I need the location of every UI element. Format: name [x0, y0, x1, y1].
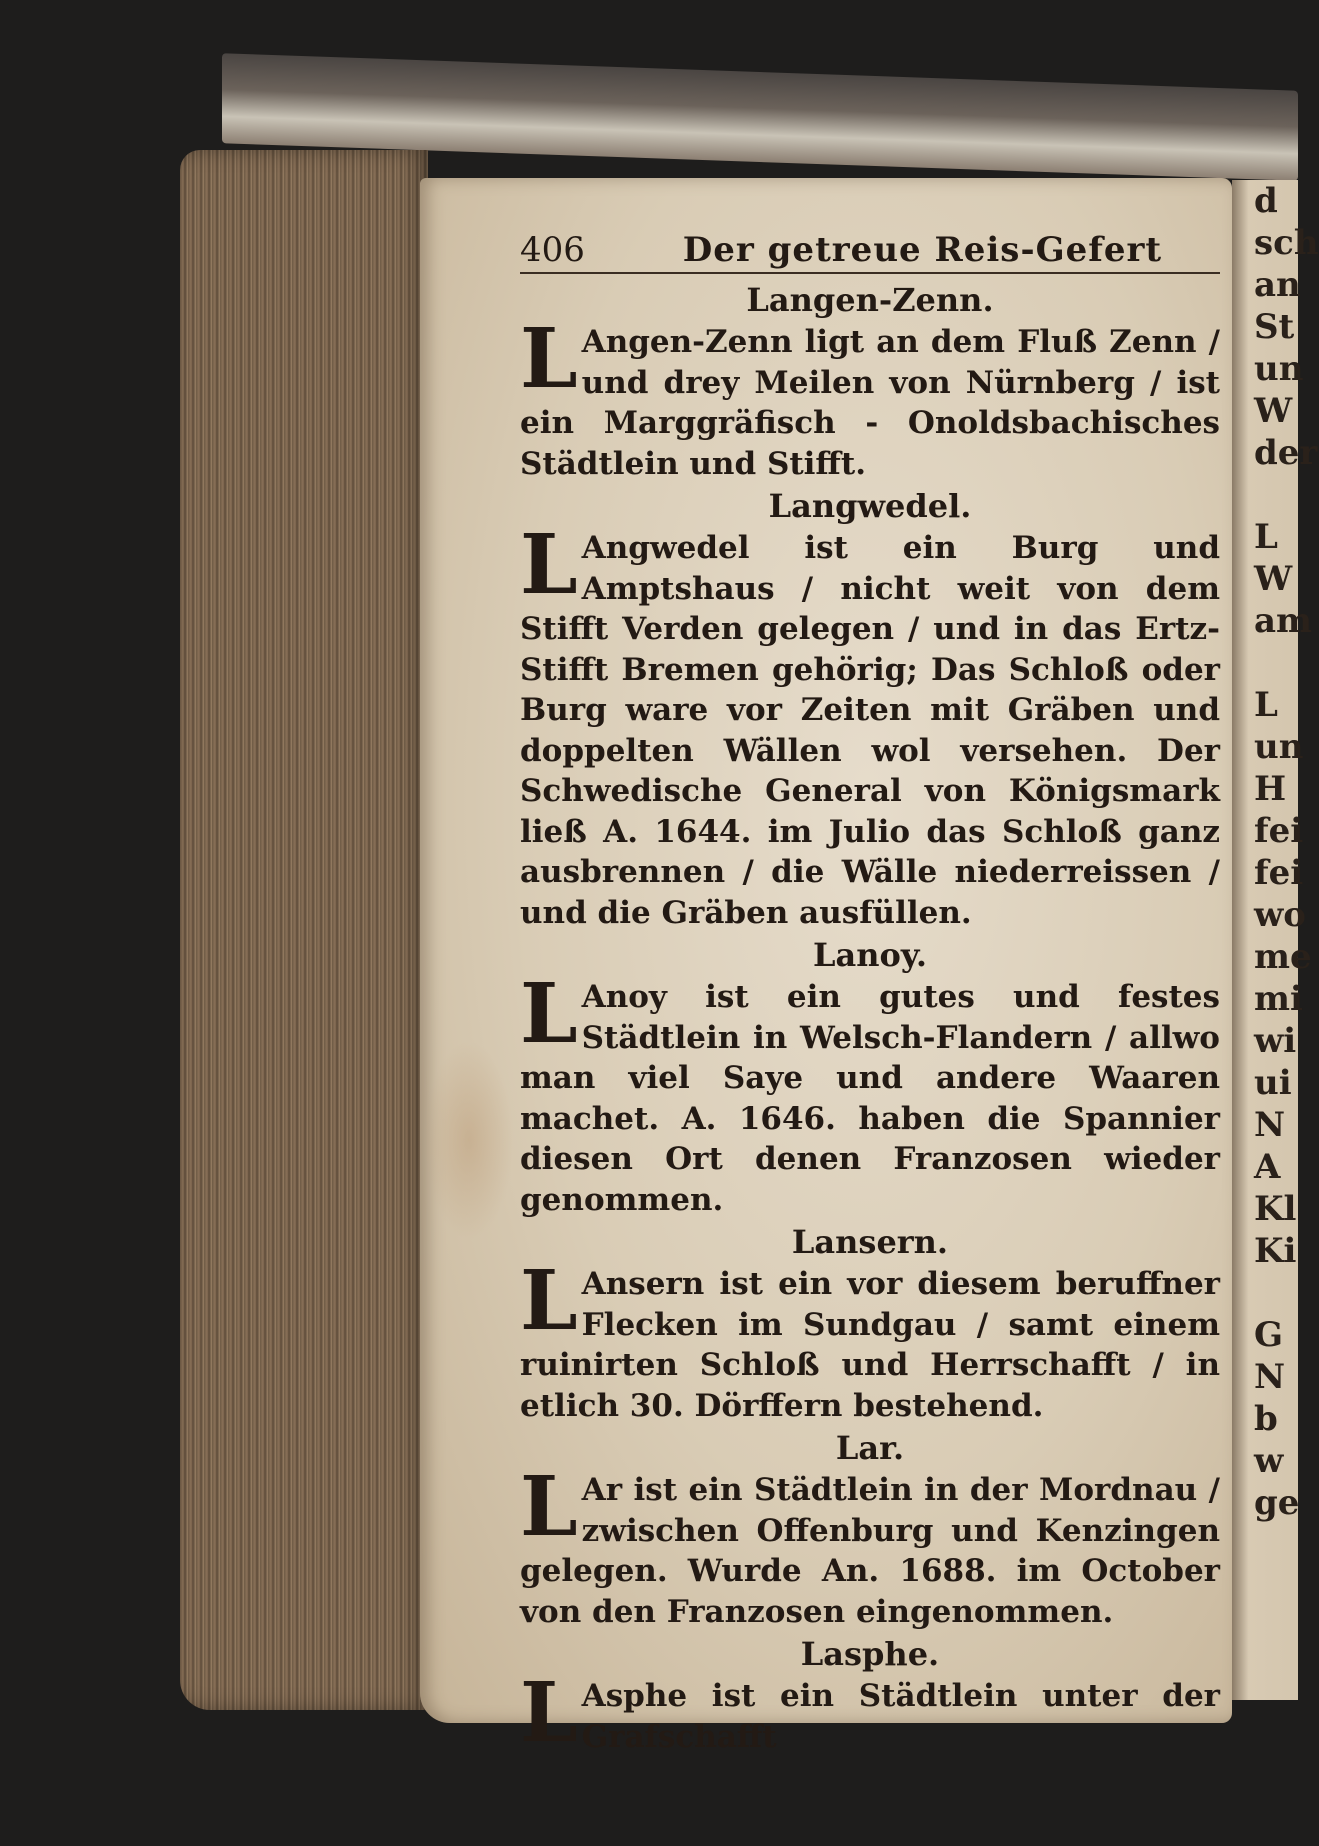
facing-page-fragment-line: Ki — [1254, 1231, 1297, 1271]
facing-page-fragment-line: d — [1254, 181, 1278, 221]
entry — [520, 935, 1220, 1220]
facing-page-fragment-line: b — [1254, 1399, 1278, 1439]
facing-page-fragment-line: un — [1254, 727, 1304, 767]
entry-title: Lanoy. — [813, 936, 927, 974]
facing-page-fragment-line: ui — [1254, 1063, 1292, 1103]
facing-page-fragment-line: fei — [1254, 853, 1304, 893]
entry-text: Ansern ist ein vor diesem beruffner Flecken im Sundgau / samt einem ruinirten Schloß und Herrschafft / in etlich 30. Dörffern bestehend. — [520, 1266, 1220, 1424]
entry — [520, 280, 1220, 484]
drop-cap: L — [520, 311, 578, 407]
facing-page-fragment-line: H — [1254, 769, 1287, 809]
facing-page-fragment-line: St — [1254, 307, 1295, 347]
entry-text: Ar ist ein Städtlein in der Mordnau / zwischen Offenburg und Kenzingen gelegen. Wurde An. 1688. im October von den Franzosen eingenommen. — [520, 1472, 1220, 1630]
facing-page-text — [1232, 180, 1319, 1524]
entry-title: Langen-Zenn. — [746, 281, 994, 319]
drop-cap: L — [520, 517, 578, 613]
facing-page-fragment-line: fei — [1254, 811, 1304, 851]
paper-stain — [424, 1040, 514, 1240]
entry-title: Langwedel. — [768, 487, 972, 525]
facing-page-fragment-line: L — [1254, 685, 1278, 725]
facing-page-fragment-line: ge — [1254, 1483, 1300, 1523]
drop-cap: L — [520, 966, 578, 1062]
facing-page-fragment-line: me — [1254, 937, 1312, 977]
entry — [520, 486, 1220, 933]
facing-page-fragment-line: mi — [1254, 979, 1303, 1019]
facing-page-fragment-line — [1232, 1272, 1298, 1314]
page-content — [520, 230, 1220, 1761]
running-head: Der getreue Reis-Gefert — [682, 230, 1163, 270]
page-number: 406 — [520, 230, 585, 270]
entry-body — [520, 311, 1220, 484]
entry-body — [520, 1459, 1220, 1632]
facing-page-fragment-line: A — [1254, 1147, 1281, 1187]
drop-cap: L — [520, 1253, 578, 1349]
page-header — [520, 230, 1220, 274]
entry-body — [520, 517, 1220, 933]
entry-text: Asphe ist ein Städtlein unter der Grafschafft — [581, 1678, 1220, 1755]
facing-page-fragment-line — [1232, 474, 1298, 516]
facing-page-fragment-line — [1232, 642, 1298, 684]
facing-page-fragment — [1232, 180, 1319, 1700]
drop-cap: L — [520, 1459, 578, 1555]
entry — [520, 1634, 1220, 1761]
entry-text: Angwedel ist ein Burg und Amptshaus / nicht weit von dem Stifft Verden gelegen / und in das Ertz-Stifft Bremen gehörig; Das Schloß oder Burg ware vor Zeiten mit Gräben und doppelten Wällen wol versehen. Der Schwedische General von Königsmark ließ A. 1644. im Julio das Schloß ganz ausbrennen / die Wälle niederreissen / und die Gräben ausfüllen. — [520, 530, 1220, 931]
facing-page-fragment-line: wi — [1254, 1021, 1297, 1061]
entry-body — [520, 1253, 1220, 1426]
facing-page-fragment-line: w — [1254, 1441, 1284, 1481]
facing-page-fragment-line: W — [1254, 559, 1293, 599]
facing-page-fragment-line: wo — [1254, 895, 1306, 935]
facing-page-fragment-line: un — [1254, 349, 1304, 389]
facing-page-fragment-line: L — [1254, 517, 1278, 557]
entry-title: Lasphe. — [800, 1635, 940, 1673]
entry — [520, 1222, 1220, 1426]
facing-page-fragment-line: an — [1254, 265, 1301, 305]
entry-title: Lansern. — [791, 1223, 949, 1261]
entry-body — [520, 966, 1220, 1220]
entry-text: Angen-Zenn ligt an dem Fluß Zenn / und drey Meilen von Nürnberg / ist ein Marggräfisch - Onoldsbachisches Städtlein und Stifft. — [520, 324, 1220, 482]
facing-page-fragment-line: der — [1254, 433, 1318, 473]
facing-page-fragment-line: N — [1254, 1357, 1286, 1397]
entry-text: Anoy ist ein gutes und festes Städtlein in Welsch-Flandern / allwo man viel Saye und andere Waaren machet. A. 1646. haben die Spannier diesen Ort denen Franzosen wieder genommen. — [520, 979, 1220, 1218]
facing-page-fragment-line: N — [1254, 1105, 1286, 1145]
facing-page-fragment-line: Kl — [1254, 1189, 1297, 1229]
entry-title: Lar. — [835, 1429, 905, 1467]
facing-page-fragment-line: am — [1254, 601, 1313, 641]
facing-page-fragment-line: W — [1254, 391, 1293, 431]
drop-cap: L — [520, 1665, 578, 1761]
facing-page-fragment-line: G — [1254, 1315, 1284, 1355]
page-edges — [180, 150, 428, 1710]
entry — [520, 1428, 1220, 1632]
facing-page-fragment-line: sch — [1254, 223, 1319, 263]
entry-body — [520, 1665, 1220, 1761]
